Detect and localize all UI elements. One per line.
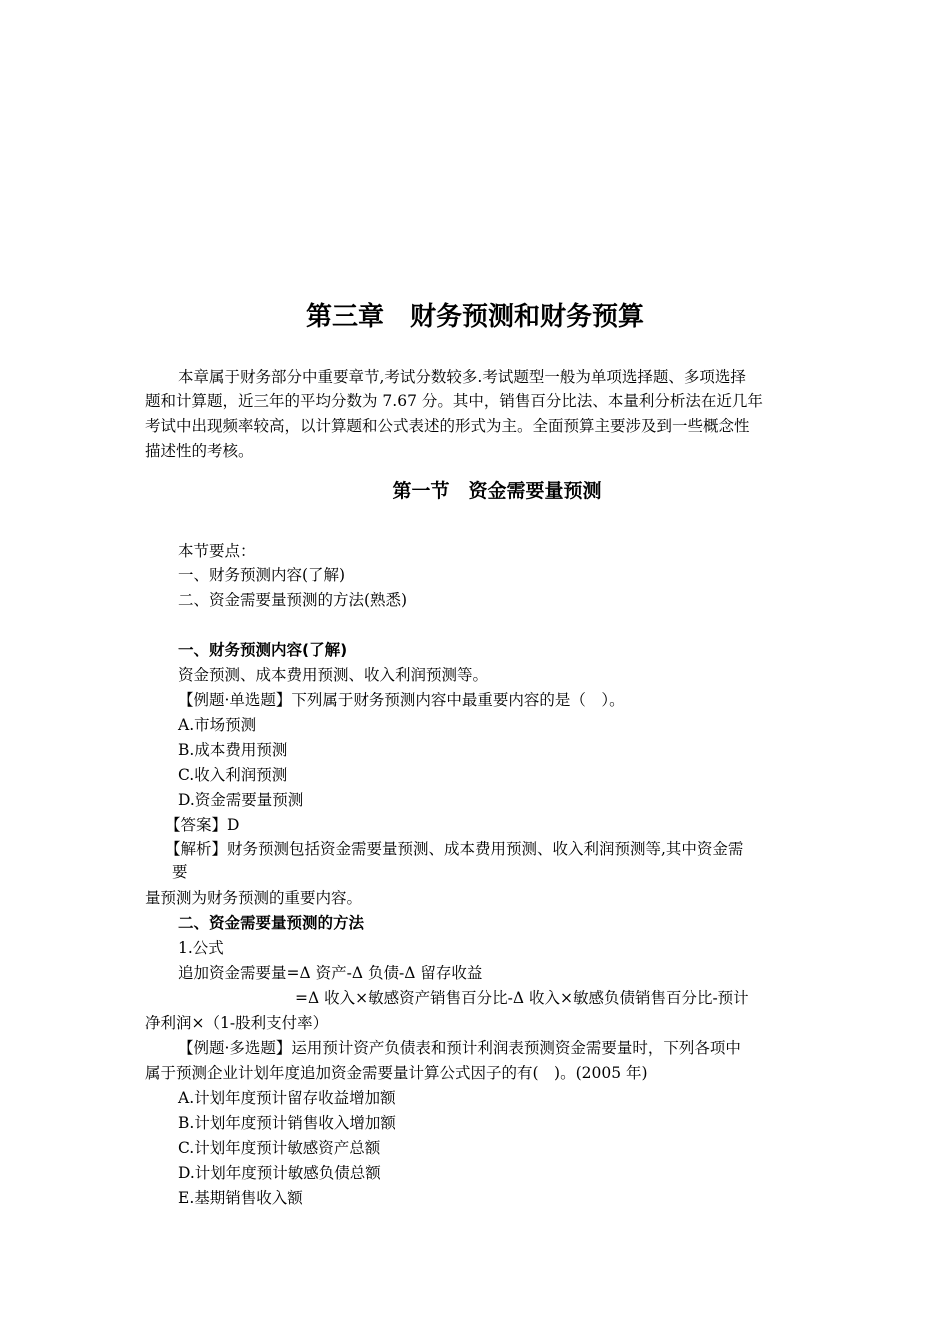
option-b: B.成本费用预测: [178, 741, 288, 759]
formula-line-2: =Δ 收入×敏感资产销售百分比-Δ 收入×敏感负债销售百分比-预计: [295, 989, 749, 1007]
multi-choice-question-2: 属于预测企业计划年度追加资金需要量计算公式因子的有( )。(2005 年): [145, 1064, 648, 1082]
analysis-line-1: 【解析】财务预测包括资金需要量预测、成本费用预测、收入利润预测等,其中资金需: [165, 840, 744, 858]
formula-line-1: 追加资金需要量=Δ 资产-Δ 负债-Δ 留存收益: [178, 964, 483, 982]
analysis-line-3: 量预测为财务预测的重要内容。: [145, 889, 363, 907]
chapter-title: 第三章 财务预测和财务预算: [305, 302, 644, 332]
intro-line-1: 本章属于财务部分中重要章节,考试分数较多.考试题型一般为单项选择题、多项选择: [178, 368, 746, 386]
multi-option-a: A.计划年度预计留存收益增加额: [178, 1089, 396, 1107]
part1-content: 资金预测、成本费用预测、收入利润预测等。: [178, 666, 489, 684]
intro-line-3: 考试中出现频率较高，以计算题和公式表述的形式为主。全面预算主要涉及到一些概念性: [145, 417, 750, 435]
part1-heading: 一、财务预测内容(了解): [178, 641, 348, 659]
option-d: D.资金需要量预测: [178, 791, 304, 809]
multi-option-e: E.基期销售收入额: [178, 1189, 303, 1207]
analysis-line-2: 要: [172, 863, 188, 881]
option-c: C.收入利润预测: [178, 766, 288, 784]
single-choice-question: 【例题·单选题】下列属于财务预测内容中最重要内容的是（ ）。: [178, 691, 625, 709]
multi-option-d: D.计划年度预计敏感负债总额: [178, 1164, 381, 1182]
section-title: 第一节 资金需要量预测: [392, 480, 602, 502]
multi-option-b: B.计划年度预计销售收入增加额: [178, 1114, 396, 1132]
part2-heading: 二、资金需要量预测的方法: [178, 914, 365, 932]
formula-line-3: 净利润×（1-股利支付率）: [145, 1014, 329, 1032]
multi-choice-question-1: 【例题·多选题】运用预计资产负债表和预计利润表预测资金需要量时，下列各项中: [178, 1039, 741, 1057]
answer: 【答案】D: [165, 816, 240, 834]
multi-option-c: C.计划年度预计敏感资产总额: [178, 1139, 381, 1157]
intro-line-4: 描述性的考核。: [145, 442, 254, 460]
part2-sub: 1.公式: [178, 939, 224, 957]
key-points-label: 本节要点：: [178, 542, 256, 560]
key-point-1: 一、财务预测内容(了解): [178, 566, 346, 584]
option-a: A.市场预测: [178, 716, 257, 734]
key-point-2: 二、资金需要量预测的方法(熟悉): [178, 591, 408, 609]
intro-line-2: 题和计算题，近三年的平均分数为 7.67 分。其中，销售百分比法、本量利分析法在近几年: [145, 392, 763, 410]
